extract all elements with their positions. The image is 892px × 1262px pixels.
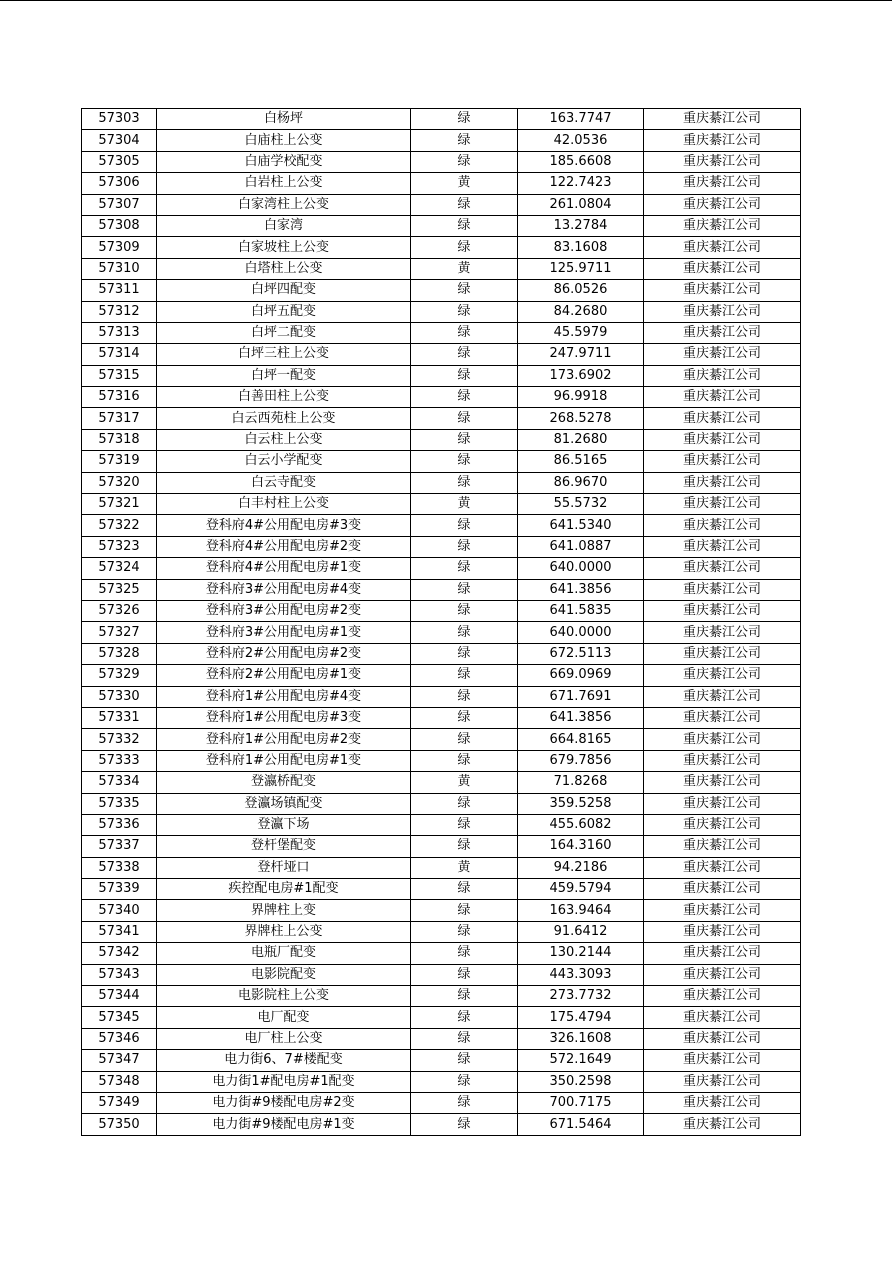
value-cell: 94.2186 — [518, 857, 644, 878]
value-cell: 671.7691 — [518, 686, 644, 707]
row-id-cell: 57304 — [82, 130, 157, 151]
row-id-cell: 57312 — [82, 301, 157, 322]
row-id-cell: 57305 — [82, 151, 157, 172]
company-cell: 重庆綦江公司 — [644, 130, 801, 151]
row-id-cell: 57327 — [82, 622, 157, 643]
row-id-cell: 57311 — [82, 280, 157, 301]
company-cell: 重庆綦江公司 — [644, 408, 801, 429]
row-id-cell: 57343 — [82, 964, 157, 985]
table-row — [82, 900, 801, 921]
station-name-cell: 登瀛桥配变 — [157, 772, 411, 793]
value-cell: 455.6082 — [518, 814, 644, 835]
status-cell: 黄 — [411, 494, 518, 515]
row-id-cell: 57326 — [82, 600, 157, 621]
table-row — [82, 494, 801, 515]
status-cell: 绿 — [411, 215, 518, 236]
value-cell: 91.6412 — [518, 921, 644, 942]
status-cell: 绿 — [411, 536, 518, 557]
value-cell: 261.0804 — [518, 194, 644, 215]
company-cell: 重庆綦江公司 — [644, 1050, 801, 1071]
table-row — [82, 365, 801, 386]
station-name-cell: 登科府4#公用配电房#1变 — [157, 558, 411, 579]
station-name-cell: 登科府3#公用配电房#1变 — [157, 622, 411, 643]
station-name-cell: 白塔柱上公变 — [157, 258, 411, 279]
company-cell: 重庆綦江公司 — [644, 729, 801, 750]
company-cell: 重庆綦江公司 — [644, 536, 801, 557]
value-cell: 42.0536 — [518, 130, 644, 151]
company-cell: 重庆綦江公司 — [644, 900, 801, 921]
table-row — [82, 729, 801, 750]
station-name-cell: 白庙柱上公变 — [157, 130, 411, 151]
row-id-cell: 57325 — [82, 579, 157, 600]
station-name-cell: 白杨坪 — [157, 109, 411, 130]
status-cell: 绿 — [411, 194, 518, 215]
status-cell: 绿 — [411, 515, 518, 536]
station-name-cell: 白坪三柱上公变 — [157, 344, 411, 365]
row-id-cell: 57310 — [82, 258, 157, 279]
row-id-cell: 57337 — [82, 836, 157, 857]
value-cell: 175.4794 — [518, 1007, 644, 1028]
table-row — [82, 322, 801, 343]
row-id-cell: 57332 — [82, 729, 157, 750]
company-cell: 重庆綦江公司 — [644, 1071, 801, 1092]
station-name-cell: 白家坡柱上公变 — [157, 237, 411, 258]
table-row — [82, 173, 801, 194]
company-cell: 重庆綦江公司 — [644, 686, 801, 707]
status-cell: 黄 — [411, 258, 518, 279]
row-id-cell: 57333 — [82, 750, 157, 771]
value-cell: 86.9670 — [518, 472, 644, 493]
company-cell: 重庆綦江公司 — [644, 836, 801, 857]
value-cell: 13.2784 — [518, 215, 644, 236]
company-cell: 重庆綦江公司 — [644, 472, 801, 493]
row-id-cell: 57308 — [82, 215, 157, 236]
status-cell: 绿 — [411, 1007, 518, 1028]
table-row — [82, 215, 801, 236]
table-row — [82, 194, 801, 215]
value-cell: 83.1608 — [518, 237, 644, 258]
status-cell: 绿 — [411, 301, 518, 322]
row-id-cell: 57320 — [82, 472, 157, 493]
company-cell: 重庆綦江公司 — [644, 280, 801, 301]
table-row — [82, 472, 801, 493]
row-id-cell: 57319 — [82, 451, 157, 472]
table-row — [82, 130, 801, 151]
row-id-cell: 57340 — [82, 900, 157, 921]
status-cell: 绿 — [411, 280, 518, 301]
status-cell: 绿 — [411, 600, 518, 621]
row-id-cell: 57303 — [82, 109, 157, 130]
row-id-cell: 57347 — [82, 1050, 157, 1071]
status-cell: 绿 — [411, 836, 518, 857]
table-body — [82, 109, 801, 1136]
row-id-cell: 57307 — [82, 194, 157, 215]
row-id-cell: 57338 — [82, 857, 157, 878]
row-id-cell: 57345 — [82, 1007, 157, 1028]
station-name-cell: 白云小学配变 — [157, 451, 411, 472]
status-cell: 绿 — [411, 1114, 518, 1135]
company-cell: 重庆綦江公司 — [644, 173, 801, 194]
row-id-cell: 57334 — [82, 772, 157, 793]
value-cell: 672.5113 — [518, 643, 644, 664]
row-id-cell: 57313 — [82, 322, 157, 343]
station-name-cell: 白坪二配变 — [157, 322, 411, 343]
station-name-cell: 电影院柱上公变 — [157, 986, 411, 1007]
company-cell: 重庆綦江公司 — [644, 494, 801, 515]
value-cell: 86.5165 — [518, 451, 644, 472]
company-cell: 重庆綦江公司 — [644, 1092, 801, 1113]
station-name-cell: 登瀛场镇配变 — [157, 793, 411, 814]
station-name-cell: 疾控配电房#1配变 — [157, 879, 411, 900]
status-cell: 绿 — [411, 729, 518, 750]
table-row — [82, 772, 801, 793]
status-cell: 绿 — [411, 322, 518, 343]
company-cell: 重庆綦江公司 — [644, 1007, 801, 1028]
value-cell: 125.9711 — [518, 258, 644, 279]
row-id-cell: 57342 — [82, 943, 157, 964]
table-row — [82, 280, 801, 301]
station-name-cell: 登科府3#公用配电房#4变 — [157, 579, 411, 600]
value-cell: 55.5732 — [518, 494, 644, 515]
status-cell: 绿 — [411, 130, 518, 151]
status-cell: 绿 — [411, 707, 518, 728]
value-cell: 130.2144 — [518, 943, 644, 964]
value-cell: 669.0969 — [518, 665, 644, 686]
station-name-cell: 电力街1#配电房#1配变 — [157, 1071, 411, 1092]
company-cell: 重庆綦江公司 — [644, 964, 801, 985]
row-id-cell: 57316 — [82, 387, 157, 408]
table-row — [82, 408, 801, 429]
table-row — [82, 429, 801, 450]
value-cell: 96.9918 — [518, 387, 644, 408]
value-cell: 350.2598 — [518, 1071, 644, 1092]
station-name-cell: 登科府1#公用配电房#1变 — [157, 750, 411, 771]
value-cell: 247.9711 — [518, 344, 644, 365]
status-cell: 绿 — [411, 451, 518, 472]
table-row — [82, 964, 801, 985]
table-row — [82, 814, 801, 835]
status-cell: 绿 — [411, 879, 518, 900]
company-cell: 重庆綦江公司 — [644, 750, 801, 771]
row-id-cell: 57323 — [82, 536, 157, 557]
status-cell: 绿 — [411, 579, 518, 600]
station-name-cell: 登科府3#公用配电房#2变 — [157, 600, 411, 621]
value-cell: 173.6902 — [518, 365, 644, 386]
value-cell: 641.5835 — [518, 600, 644, 621]
company-cell: 重庆綦江公司 — [644, 151, 801, 172]
company-cell: 重庆綦江公司 — [644, 429, 801, 450]
row-id-cell: 57324 — [82, 558, 157, 579]
company-cell: 重庆綦江公司 — [644, 814, 801, 835]
station-name-cell: 白坪四配变 — [157, 280, 411, 301]
company-cell: 重庆綦江公司 — [644, 879, 801, 900]
status-cell: 绿 — [411, 109, 518, 130]
table-row — [82, 836, 801, 857]
table-row — [82, 1092, 801, 1113]
row-id-cell: 57350 — [82, 1114, 157, 1135]
company-cell: 重庆綦江公司 — [644, 857, 801, 878]
status-cell: 绿 — [411, 814, 518, 835]
company-cell: 重庆綦江公司 — [644, 921, 801, 942]
status-cell: 绿 — [411, 387, 518, 408]
table-row — [82, 622, 801, 643]
row-id-cell: 57315 — [82, 365, 157, 386]
company-cell: 重庆綦江公司 — [644, 772, 801, 793]
table-row — [82, 879, 801, 900]
station-name-cell: 登科府4#公用配电房#3变 — [157, 515, 411, 536]
company-cell: 重庆綦江公司 — [644, 665, 801, 686]
status-cell: 黄 — [411, 173, 518, 194]
station-name-cell: 白岩柱上公变 — [157, 173, 411, 194]
row-id-cell: 57348 — [82, 1071, 157, 1092]
status-cell: 绿 — [411, 750, 518, 771]
company-cell: 重庆綦江公司 — [644, 237, 801, 258]
table-row — [82, 515, 801, 536]
station-name-cell: 电力街6、7#楼配变 — [157, 1050, 411, 1071]
value-cell: 671.5464 — [518, 1114, 644, 1135]
station-name-cell: 登瀛下场 — [157, 814, 411, 835]
row-id-cell: 57339 — [82, 879, 157, 900]
row-id-cell: 57349 — [82, 1092, 157, 1113]
status-cell: 绿 — [411, 793, 518, 814]
table-row — [82, 643, 801, 664]
transformer-table — [81, 108, 801, 1136]
table-row — [82, 943, 801, 964]
status-cell: 绿 — [411, 986, 518, 1007]
status-cell: 绿 — [411, 344, 518, 365]
station-name-cell: 电影院配变 — [157, 964, 411, 985]
company-cell: 重庆綦江公司 — [644, 943, 801, 964]
station-name-cell: 白家湾 — [157, 215, 411, 236]
company-cell: 重庆綦江公司 — [644, 365, 801, 386]
table-row — [82, 857, 801, 878]
company-cell: 重庆綦江公司 — [644, 986, 801, 1007]
row-id-cell: 57330 — [82, 686, 157, 707]
table-row — [82, 1114, 801, 1135]
table-row — [82, 1050, 801, 1071]
table-row — [82, 1007, 801, 1028]
value-cell: 640.0000 — [518, 558, 644, 579]
company-cell: 重庆綦江公司 — [644, 515, 801, 536]
status-cell: 绿 — [411, 1050, 518, 1071]
status-cell: 绿 — [411, 622, 518, 643]
status-cell: 黄 — [411, 857, 518, 878]
table-row — [82, 665, 801, 686]
station-name-cell: 白坪五配变 — [157, 301, 411, 322]
station-name-cell: 登科府2#公用配电房#2变 — [157, 643, 411, 664]
value-cell: 641.3856 — [518, 707, 644, 728]
status-cell: 绿 — [411, 643, 518, 664]
station-name-cell: 登杆垭口 — [157, 857, 411, 878]
table-row — [82, 921, 801, 942]
value-cell: 572.1649 — [518, 1050, 644, 1071]
station-name-cell: 白家湾柱上公变 — [157, 194, 411, 215]
table-row — [82, 109, 801, 130]
table-row — [82, 536, 801, 557]
station-name-cell: 电瓶厂配变 — [157, 943, 411, 964]
value-cell: 326.1608 — [518, 1028, 644, 1049]
value-cell: 268.5278 — [518, 408, 644, 429]
table-row — [82, 151, 801, 172]
status-cell: 黄 — [411, 772, 518, 793]
table-row — [82, 387, 801, 408]
table-row — [82, 793, 801, 814]
value-cell: 122.7423 — [518, 173, 644, 194]
value-cell: 700.7175 — [518, 1092, 644, 1113]
value-cell: 641.5340 — [518, 515, 644, 536]
row-id-cell: 57318 — [82, 429, 157, 450]
value-cell: 443.3093 — [518, 964, 644, 985]
company-cell: 重庆綦江公司 — [644, 109, 801, 130]
row-id-cell: 57344 — [82, 986, 157, 1007]
status-cell: 绿 — [411, 472, 518, 493]
page-top-border — [0, 0, 892, 1]
station-name-cell: 电力街#9楼配电房#1变 — [157, 1114, 411, 1135]
status-cell: 绿 — [411, 665, 518, 686]
station-name-cell: 登科府2#公用配电房#1变 — [157, 665, 411, 686]
value-cell: 459.5794 — [518, 879, 644, 900]
row-id-cell: 57309 — [82, 237, 157, 258]
row-id-cell: 57328 — [82, 643, 157, 664]
table-row — [82, 451, 801, 472]
table-row — [82, 750, 801, 771]
value-cell: 81.2680 — [518, 429, 644, 450]
value-cell: 640.0000 — [518, 622, 644, 643]
value-cell: 84.2680 — [518, 301, 644, 322]
status-cell: 绿 — [411, 558, 518, 579]
station-name-cell: 白丰村柱上公变 — [157, 494, 411, 515]
table-row — [82, 558, 801, 579]
company-cell: 重庆綦江公司 — [644, 793, 801, 814]
status-cell: 绿 — [411, 365, 518, 386]
value-cell: 641.3856 — [518, 579, 644, 600]
station-name-cell: 界牌柱上公变 — [157, 921, 411, 942]
station-name-cell: 登科府1#公用配电房#4变 — [157, 686, 411, 707]
value-cell: 679.7856 — [518, 750, 644, 771]
table-row — [82, 344, 801, 365]
value-cell: 359.5258 — [518, 793, 644, 814]
table-row — [82, 986, 801, 1007]
company-cell: 重庆綦江公司 — [644, 387, 801, 408]
value-cell: 86.0526 — [518, 280, 644, 301]
status-cell: 绿 — [411, 1071, 518, 1092]
value-cell: 163.7747 — [518, 109, 644, 130]
table-row — [82, 237, 801, 258]
station-name-cell: 白云西苑柱上公变 — [157, 408, 411, 429]
value-cell: 164.3160 — [518, 836, 644, 857]
station-name-cell: 界牌柱上变 — [157, 900, 411, 921]
status-cell: 绿 — [411, 151, 518, 172]
row-id-cell: 57322 — [82, 515, 157, 536]
row-id-cell: 57341 — [82, 921, 157, 942]
company-cell: 重庆綦江公司 — [644, 622, 801, 643]
company-cell: 重庆綦江公司 — [644, 558, 801, 579]
station-name-cell: 电力街#9楼配电房#2变 — [157, 1092, 411, 1113]
row-id-cell: 57329 — [82, 665, 157, 686]
row-id-cell: 57314 — [82, 344, 157, 365]
station-name-cell: 白庙学校配变 — [157, 151, 411, 172]
station-name-cell: 白云柱上公变 — [157, 429, 411, 450]
company-cell: 重庆綦江公司 — [644, 451, 801, 472]
value-cell: 273.7732 — [518, 986, 644, 1007]
station-name-cell: 登杆堡配变 — [157, 836, 411, 857]
status-cell: 绿 — [411, 964, 518, 985]
table-row — [82, 258, 801, 279]
company-cell: 重庆綦江公司 — [644, 215, 801, 236]
row-id-cell: 57336 — [82, 814, 157, 835]
value-cell: 185.6608 — [518, 151, 644, 172]
company-cell: 重庆綦江公司 — [644, 301, 801, 322]
company-cell: 重庆綦江公司 — [644, 194, 801, 215]
table-row — [82, 301, 801, 322]
row-id-cell: 57335 — [82, 793, 157, 814]
table-row — [82, 600, 801, 621]
row-id-cell: 57346 — [82, 1028, 157, 1049]
company-cell: 重庆綦江公司 — [644, 258, 801, 279]
company-cell: 重庆綦江公司 — [644, 1028, 801, 1049]
value-cell: 163.9464 — [518, 900, 644, 921]
company-cell: 重庆綦江公司 — [644, 322, 801, 343]
status-cell: 绿 — [411, 921, 518, 942]
station-name-cell: 登科府4#公用配电房#2变 — [157, 536, 411, 557]
company-cell: 重庆綦江公司 — [644, 707, 801, 728]
row-id-cell: 57306 — [82, 173, 157, 194]
company-cell: 重庆綦江公司 — [644, 600, 801, 621]
table-row — [82, 1071, 801, 1092]
station-name-cell: 登科府1#公用配电房#2变 — [157, 729, 411, 750]
status-cell: 绿 — [411, 408, 518, 429]
company-cell: 重庆綦江公司 — [644, 344, 801, 365]
station-name-cell: 电厂配变 — [157, 1007, 411, 1028]
row-id-cell: 57317 — [82, 408, 157, 429]
row-id-cell: 57331 — [82, 707, 157, 728]
status-cell: 绿 — [411, 429, 518, 450]
row-id-cell: 57321 — [82, 494, 157, 515]
station-name-cell: 电厂柱上公变 — [157, 1028, 411, 1049]
station-name-cell: 白坪一配变 — [157, 365, 411, 386]
table-row — [82, 707, 801, 728]
status-cell: 绿 — [411, 686, 518, 707]
value-cell: 664.8165 — [518, 729, 644, 750]
status-cell: 绿 — [411, 1092, 518, 1113]
status-cell: 绿 — [411, 900, 518, 921]
status-cell: 绿 — [411, 943, 518, 964]
value-cell: 45.5979 — [518, 322, 644, 343]
table-row — [82, 1028, 801, 1049]
company-cell: 重庆綦江公司 — [644, 579, 801, 600]
table-row — [82, 579, 801, 600]
station-name-cell: 白云寺配变 — [157, 472, 411, 493]
status-cell: 绿 — [411, 1028, 518, 1049]
value-cell: 641.0887 — [518, 536, 644, 557]
value-cell: 71.8268 — [518, 772, 644, 793]
station-name-cell: 白善田柱上公变 — [157, 387, 411, 408]
status-cell: 绿 — [411, 237, 518, 258]
company-cell: 重庆綦江公司 — [644, 643, 801, 664]
table-row — [82, 686, 801, 707]
company-cell: 重庆綦江公司 — [644, 1114, 801, 1135]
station-name-cell: 登科府1#公用配电房#3变 — [157, 707, 411, 728]
